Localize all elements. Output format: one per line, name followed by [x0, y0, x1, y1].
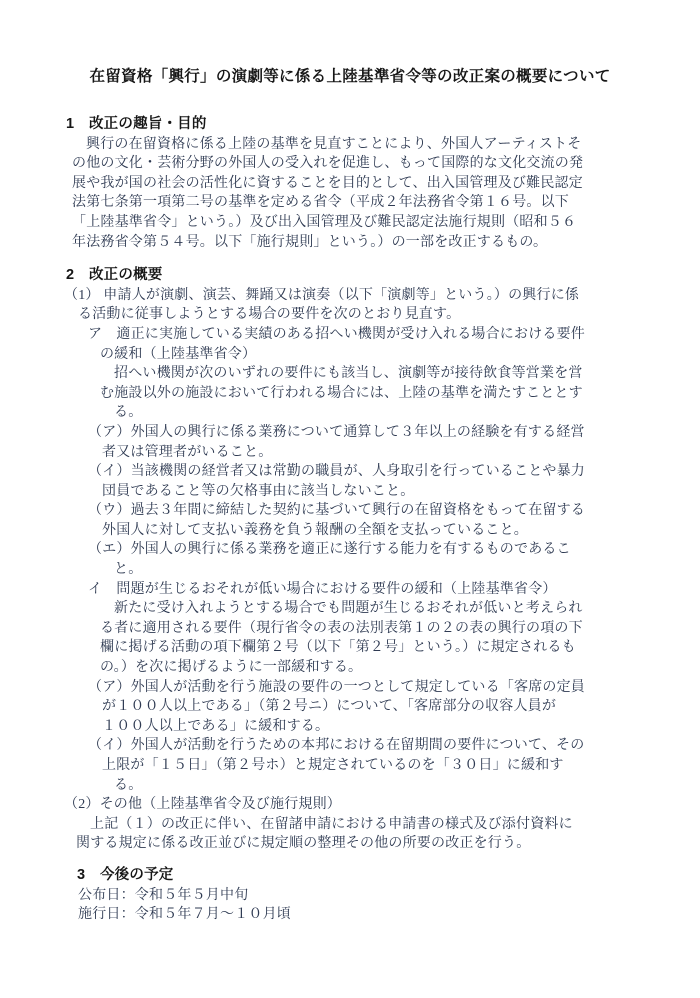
- document-line: 関する規定に係る改正並びに規定順の整理その他の所要の改正を行う。: [76, 836, 531, 852]
- document-line: （2）その他（上陸基準省令及び施行規則）: [64, 797, 341, 813]
- document-line: （ア）外国人が活動を行う施設の要件の一つとして規定している「客席の定員: [88, 679, 585, 695]
- document-line: 法第七条第一項第二号の基準を定める省令（平成２年法務省令第１６号。以下: [72, 195, 569, 211]
- document-line: の。）を次に掲げるように一部緩和する。: [100, 660, 363, 676]
- document-line: 展や我が国の社会の活性化に資することを目的として、出入国管理及び難民認定: [72, 175, 583, 191]
- document-line: 興行の在留資格に係る上陸の基準を見直すことにより、外国人アーティストそ: [86, 136, 582, 152]
- section-heading: 3 今後の予定: [77, 866, 174, 883]
- document-line: （1） 申請人が演劇、演芸、舞踊又は演奏（以下「演劇等」という。）の興行に係: [64, 287, 580, 303]
- section-heading: 1 改正の趣旨・目的: [66, 116, 207, 132]
- document-title: 在留資格「興行」の演劇等に係る上陸基準省令等の改正案の概要について: [89, 68, 611, 85]
- document-line: る活動に従事しようとする場合の要件を次のとおり見直す。: [78, 307, 461, 323]
- document-body: [0, 115, 700, 925]
- document-line: の他の文化・芸術分野の外国人の受入れを促進し、もって国際的な文化交流の発: [72, 156, 584, 172]
- section-heading: 2 改正の概要: [66, 267, 163, 284]
- document-line: （ア）外国人の興行に係る業務について通算して３年以上の経験を有する経営: [88, 424, 585, 440]
- document-line: 上限が「１５日」（第２号ホ）と規定されているのを「３０日」に緩和す: [102, 758, 564, 773]
- document-line: 団員であること等の欠格事由に該当しないこと。: [102, 483, 415, 499]
- document-line: む施設以外の施設において行われる場合には、上陸の基準を満たすこととす: [100, 385, 583, 401]
- document-line: （イ）当該機関の経営者又は常勤の職員が、人身取引を行っていることや暴力: [88, 464, 585, 480]
- document-line: 年法務省令第５４号。以下「施行規則」という。）の一部を改正するもの。: [72, 234, 548, 250]
- document-line: 招へい機関が次のいずれの要件にも該当し、演劇等が接待飲食等営業を営: [114, 366, 583, 382]
- document-line: が１００人以上である」（第２号ニ）について、「客席部分の収容人員が: [102, 699, 557, 715]
- document-line: 施行日：令和５年７月～１０月頃: [78, 907, 291, 923]
- document-line: 欄に掲げる活動の項下欄第２号（以下「第２号」という。）に規定されるも: [100, 640, 576, 656]
- document-line: 「上陸基準省令」という。）及び出入国管理及び難民認定法施行規則（昭和５６: [72, 214, 577, 230]
- document-line: る者に適用される要件（現行省令の表の法別表第１の２の表の興行の項の下: [100, 620, 583, 636]
- document-line: １００人以上である」に緩和する。: [102, 718, 330, 734]
- document-line: （イ）外国人が活動を行うための本邦における在留期間の要件について、その: [88, 738, 585, 754]
- document-line: る。: [114, 777, 143, 793]
- document-line: イ 問題が生じるおそれが低い場合における要件の緩和（上陸基準省令）: [88, 581, 557, 597]
- document-line: の緩和（上陸基準省令）: [100, 346, 257, 362]
- document-line: （ウ）過去３年間に締結した契約に基づいて興行の在留資格をもって在留する: [88, 503, 585, 519]
- document-line: 者又は管理者がいること。: [102, 444, 273, 460]
- document-line: 新たに受け入れようとする場合でも問題が生じるおそれが低いと考えられ: [114, 601, 583, 617]
- document-line: る。: [114, 405, 143, 421]
- document-line: と。: [114, 562, 143, 578]
- document-line: 外国人に対して支払い義務を負う報酬の全額を支払っていること。: [102, 522, 528, 538]
- document-line: 公布日：令和５年５月中旬: [78, 887, 249, 903]
- document-line: 上記（１）の改正に伴い、在留諸申請における申請書の様式及び添付資料に: [90, 816, 573, 832]
- document-line: （エ）外国人の興行に係る業務を適正に遂行する能力を有するものであるこ: [88, 542, 571, 558]
- document-line: ア 適正に実施している実績のある招へい機関が受け入れる場合における要件: [88, 326, 585, 342]
